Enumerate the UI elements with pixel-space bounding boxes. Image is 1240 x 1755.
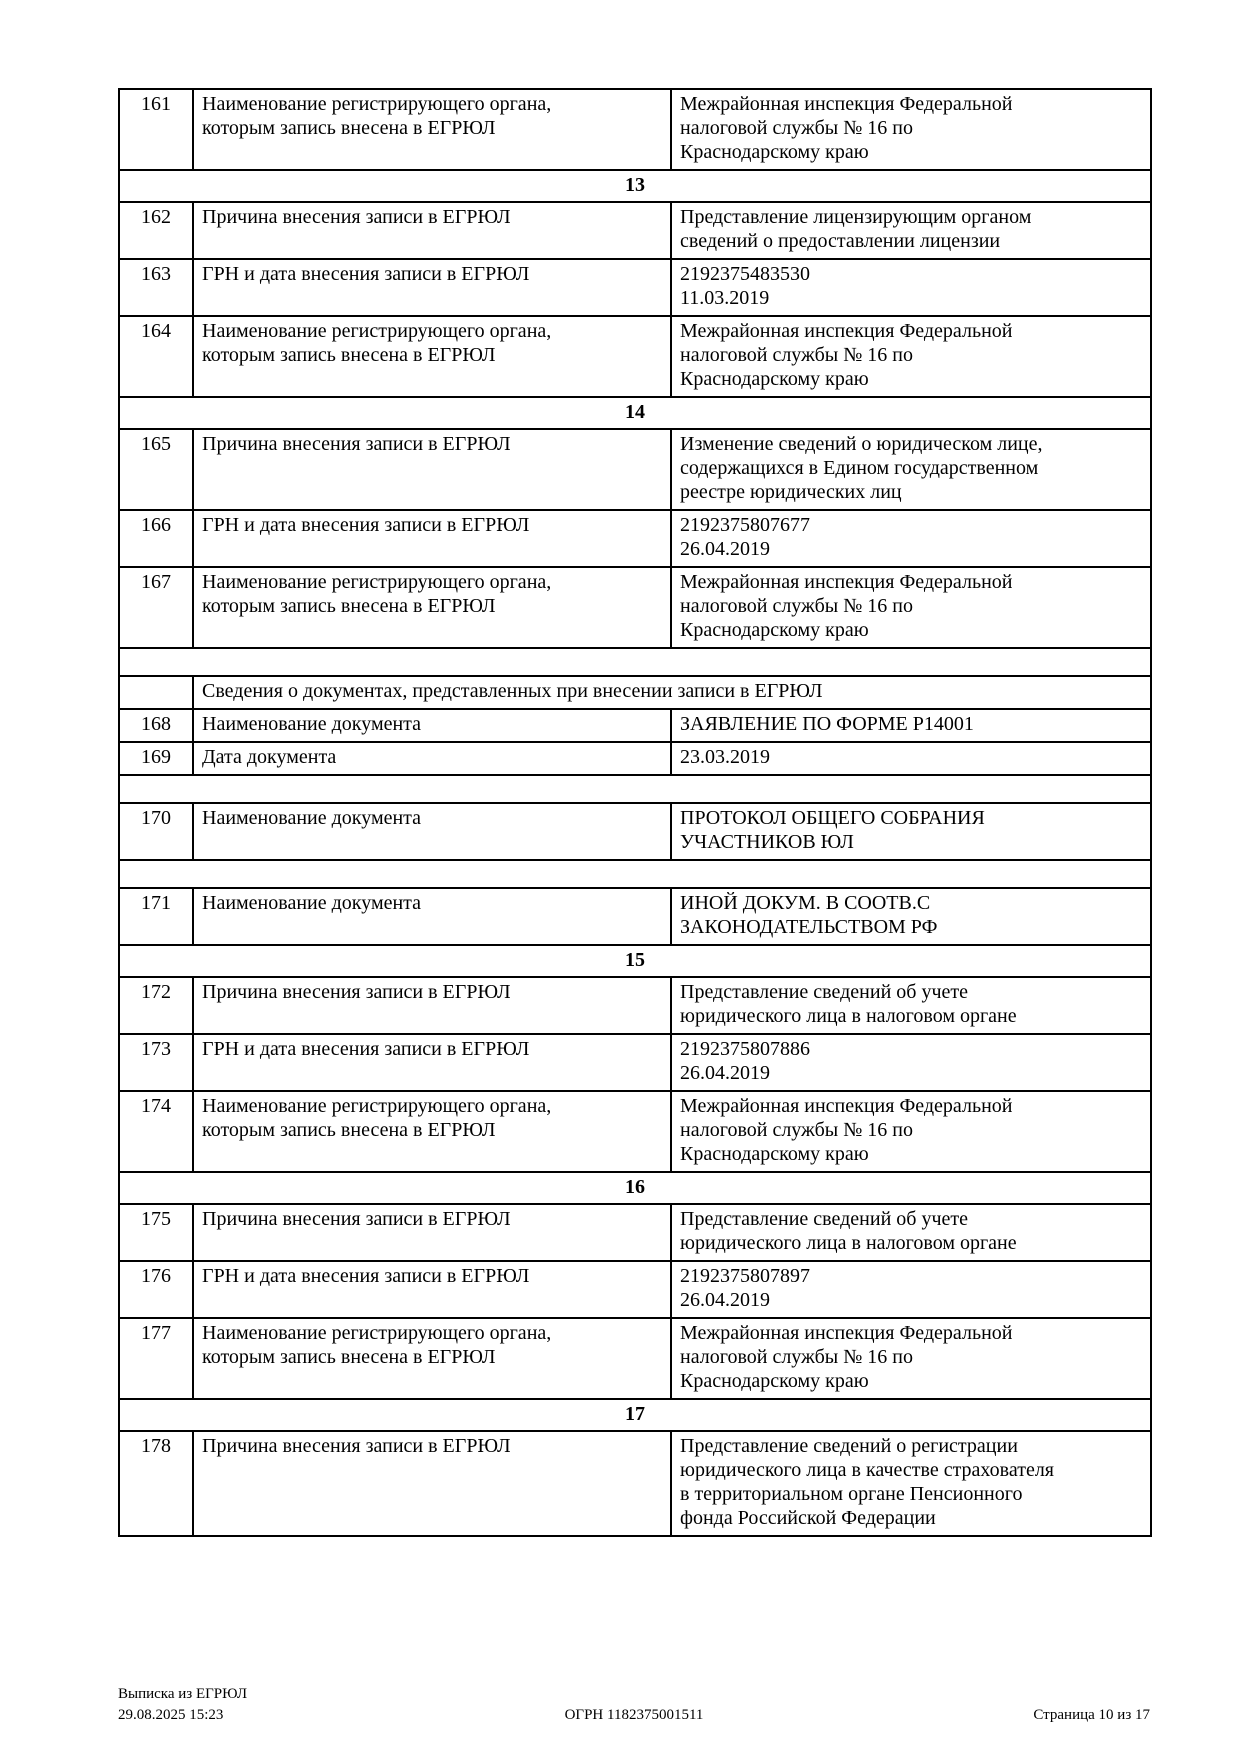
- cell-text-line: ГРН и дата внесения записи в ЕГРЮЛ: [202, 514, 530, 536]
- cell-text-line: Представление сведений о регистрации: [680, 1435, 1018, 1457]
- cell-text-line: 11.03.2019: [680, 287, 770, 309]
- cell-text-line: Представление сведений об учете: [680, 1208, 968, 1230]
- footer-page-number: Страница 10 из 17: [1033, 1707, 1150, 1723]
- table-row: [119, 1034, 1151, 1091]
- cell-text-line: которым запись внесена в ЕГРЮЛ: [202, 1119, 496, 1141]
- row-label-cell: [193, 888, 671, 945]
- table-row: [119, 742, 1151, 775]
- row-value-cell: [671, 803, 1151, 860]
- cell-text-line: 26.04.2019: [680, 1062, 770, 1084]
- row-label-cell: [193, 1034, 671, 1091]
- cell-text-line: ГРН и дата внесения записи в ЕГРЮЛ: [202, 263, 530, 285]
- row-value-cell: [671, 1431, 1151, 1536]
- cell-text-line: Причина внесения записи в ЕГРЮЛ: [202, 1208, 511, 1230]
- row-label-cell: [193, 429, 671, 510]
- cell-text-line: Наименование документа: [202, 892, 422, 914]
- section-number-row: [119, 1399, 1151, 1431]
- row-label-cell: [193, 89, 671, 170]
- spacer-row: [119, 648, 1151, 676]
- row-label-cell: [193, 259, 671, 316]
- table-row: [119, 510, 1151, 567]
- row-number-cell: 163: [119, 259, 193, 316]
- cell-text-line: которым запись внесена в ЕГРЮЛ: [202, 595, 496, 617]
- cell-text-line: Межрайонная инспекция Федеральной: [680, 93, 1013, 115]
- cell-text-line: 2192375807677: [680, 514, 810, 536]
- cell-text-line: УЧАСТНИКОВ ЮЛ: [680, 831, 854, 853]
- table-row: [119, 1091, 1151, 1172]
- cell-text-line: Наименование документа: [202, 807, 422, 829]
- table-row: [119, 1318, 1151, 1399]
- cell-text-line: Межрайонная инспекция Федеральной: [680, 1322, 1013, 1344]
- table-row: [119, 202, 1151, 259]
- cell-text-line: налоговой службы № 16 по: [680, 344, 913, 366]
- row-number-cell: 172: [119, 977, 193, 1034]
- row-value-cell: [671, 709, 1151, 742]
- cell-text-line: Наименование регистрирующего органа,: [202, 1322, 552, 1344]
- cell-text-line: Краснодарскому краю: [680, 1143, 869, 1165]
- cell-text-line: Причина внесения записи в ЕГРЮЛ: [202, 433, 511, 455]
- section-number-row: [119, 945, 1151, 977]
- section-number-row: [119, 1172, 1151, 1204]
- cell-text-line: налоговой службы № 16 по: [680, 1346, 913, 1368]
- row-number-cell: 173: [119, 1034, 193, 1091]
- row-number-cell: 161: [119, 89, 193, 170]
- table-row: [119, 429, 1151, 510]
- row-value-cell: [671, 977, 1151, 1034]
- row-label-cell: [193, 316, 671, 397]
- cell-text-line: Межрайонная инспекция Федеральной: [680, 571, 1013, 593]
- cell-text-line: налоговой службы № 16 по: [680, 595, 913, 617]
- cell-text-line: 26.04.2019: [680, 538, 770, 560]
- cell-text-line: юридического лица в налоговом органе: [680, 1232, 1017, 1254]
- cell-text-line: 2192375483530: [680, 263, 810, 285]
- row-value-cell: [671, 888, 1151, 945]
- cell-text-line: которым запись внесена в ЕГРЮЛ: [202, 117, 496, 139]
- table-row: [119, 1261, 1151, 1318]
- cell-text-line: Изменение сведений о юридическом лице,: [680, 433, 1043, 455]
- section-number-cell: 15: [119, 945, 1151, 977]
- row-value-cell: [671, 1318, 1151, 1399]
- section-number-cell: 17: [119, 1399, 1151, 1431]
- cell-text-line: содержащихся в Едином государственном: [680, 457, 1039, 479]
- cell-text-line: в территориальном органе Пенсионного: [680, 1483, 1023, 1505]
- row-value-cell: [671, 429, 1151, 510]
- row-value-cell: [671, 1204, 1151, 1261]
- row-number-cell: 169: [119, 742, 193, 775]
- cell-text-line: 2192375807886: [680, 1038, 810, 1060]
- row-label-cell: [193, 977, 671, 1034]
- row-number-cell: 162: [119, 202, 193, 259]
- cell-text-line: юридического лица в налоговом органе: [680, 1005, 1017, 1027]
- row-label-cell: [193, 1204, 671, 1261]
- section-number-row: [119, 170, 1151, 202]
- cell-text-line: ГРН и дата внесения записи в ЕГРЮЛ: [202, 1265, 530, 1287]
- footer-ogrn: ОГРН 1182375001511: [564, 1707, 704, 1723]
- row-number-cell: 174: [119, 1091, 193, 1172]
- footer-line-2: [118, 1705, 1150, 1726]
- cell-text-line: ЗАЯВЛЕНИЕ ПО ФОРМЕ Р14001: [680, 713, 974, 735]
- row-value-cell: [671, 316, 1151, 397]
- row-label-cell: [193, 709, 671, 742]
- cell-text-line: Межрайонная инспекция Федеральной: [680, 320, 1013, 342]
- row-number-cell: 164: [119, 316, 193, 397]
- row-label-cell: [193, 742, 671, 775]
- cell-text-line: Представление лицензирующим органом: [680, 206, 1032, 228]
- section-number-row: [119, 397, 1151, 429]
- cell-text-line: ИНОЙ ДОКУМ. В СООТВ.С: [680, 892, 931, 914]
- row-label-cell: [193, 1261, 671, 1318]
- row-number-cell: 175: [119, 1204, 193, 1261]
- cell-text-line: Краснодарскому краю: [680, 619, 869, 641]
- cell-text-line: сведений о предоставлении лицензии: [680, 230, 1001, 252]
- row-value-cell: [671, 89, 1151, 170]
- cell-text-line: ГРН и дата внесения записи в ЕГРЮЛ: [202, 1038, 530, 1060]
- row-label-cell: [193, 1318, 671, 1399]
- cell-text-line: Дата документа: [202, 746, 337, 768]
- row-value-cell: [671, 742, 1151, 775]
- cell-text-line: которым запись внесена в ЕГРЮЛ: [202, 344, 496, 366]
- row-value-cell: [671, 1261, 1151, 1318]
- cell-text-line: Причина внесения записи в ЕГРЮЛ: [202, 206, 511, 228]
- row-label-cell: [193, 567, 671, 648]
- spacer-row: [119, 775, 1151, 803]
- section-number-cell: 14: [119, 397, 1151, 429]
- cell-text-line: Наименование регистрирующего органа,: [202, 571, 552, 593]
- egrul-records-table: [118, 88, 1152, 1537]
- row-value-cell: [671, 567, 1151, 648]
- table-row: [119, 1431, 1151, 1536]
- cell-text-line: ЗАКОНОДАТЕЛЬСТВОМ РФ: [680, 916, 938, 938]
- spacer-row: [119, 860, 1151, 888]
- section-number-cell: 13: [119, 170, 1151, 202]
- row-label-cell: [193, 202, 671, 259]
- cell-text-line: Причина внесения записи в ЕГРЮЛ: [202, 981, 511, 1003]
- row-number-cell: 178: [119, 1431, 193, 1536]
- row-label-cell: [193, 510, 671, 567]
- row-value-cell: [671, 1034, 1151, 1091]
- table-row: [119, 803, 1151, 860]
- table-row: [119, 567, 1151, 648]
- cell-text-line: 23.03.2019: [680, 746, 770, 768]
- cell-text-line: реестре юридических лиц: [680, 481, 902, 503]
- table-row: [119, 1204, 1151, 1261]
- cell-text-line: налоговой службы № 16 по: [680, 1119, 913, 1141]
- row-number-cell: 176: [119, 1261, 193, 1318]
- row-number-cell: 177: [119, 1318, 193, 1399]
- row-value-cell: [671, 202, 1151, 259]
- row-number-cell: [119, 676, 193, 709]
- spacer-cell: [119, 860, 1151, 888]
- cell-text-line: Краснодарскому краю: [680, 141, 869, 163]
- spacer-cell: [119, 648, 1151, 676]
- row-label-cell: [193, 1431, 671, 1536]
- table-row: [119, 316, 1151, 397]
- row-label-cell: [193, 1091, 671, 1172]
- row-value-cell: [671, 1091, 1151, 1172]
- table-row: [119, 888, 1151, 945]
- cell-text-line: фонда Российской Федерации: [680, 1507, 936, 1529]
- cell-text-line: налоговой службы № 16 по: [680, 117, 913, 139]
- footer-doc-label: Выписка из ЕГРЮЛ: [118, 1686, 247, 1702]
- cell-text-line: Представление сведений об учете: [680, 981, 968, 1003]
- cell-text-line: Наименование документа: [202, 713, 422, 735]
- row-number-cell: 165: [119, 429, 193, 510]
- cell-text-line: Причина внесения записи в ЕГРЮЛ: [202, 1435, 511, 1457]
- row-value-cell: [671, 259, 1151, 316]
- cell-text-line: Краснодарскому краю: [680, 1370, 869, 1392]
- section-number-cell: 16: [119, 1172, 1151, 1204]
- table-row: [119, 259, 1151, 316]
- cell-text-line: юридического лица в качестве страхователя: [680, 1459, 1055, 1481]
- footer-datetime: 29.08.2025 15:23: [118, 1707, 224, 1723]
- cell-text-line: ПРОТОКОЛ ОБЩЕГО СОБРАНИЯ: [680, 807, 985, 829]
- table-row: [119, 977, 1151, 1034]
- cell-text-line: Краснодарскому краю: [680, 368, 869, 390]
- footer-line-1: [118, 1684, 1150, 1705]
- cell-text-line: 26.04.2019: [680, 1289, 770, 1311]
- row-number-cell: 166: [119, 510, 193, 567]
- cell-text-line: Наименование регистрирующего органа,: [202, 320, 552, 342]
- spacer-cell: [119, 775, 1151, 803]
- documents-subheader-row: [119, 676, 1151, 709]
- row-number-cell: 168: [119, 709, 193, 742]
- table-row: [119, 89, 1151, 170]
- table-row: [119, 709, 1151, 742]
- row-value-cell: [671, 510, 1151, 567]
- row-label-cell: [193, 803, 671, 860]
- cell-text-line: 2192375807897: [680, 1265, 810, 1287]
- cell-text-line: Наименование регистрирующего органа,: [202, 1095, 552, 1117]
- documents-subheader-cell: Сведения о документах, представленных при внесении записи в ЕГРЮЛ: [193, 676, 1151, 709]
- cell-text-line: Межрайонная инспекция Федеральной: [680, 1095, 1013, 1117]
- egrul-table-body: [119, 89, 1151, 1536]
- row-number-cell: 171: [119, 888, 193, 945]
- cell-text-line: которым запись внесена в ЕГРЮЛ: [202, 1346, 496, 1368]
- page-footer: [118, 1684, 1150, 1726]
- cell-text-line: Наименование регистрирующего органа,: [202, 93, 552, 115]
- row-number-cell: 170: [119, 803, 193, 860]
- row-number-cell: 167: [119, 567, 193, 648]
